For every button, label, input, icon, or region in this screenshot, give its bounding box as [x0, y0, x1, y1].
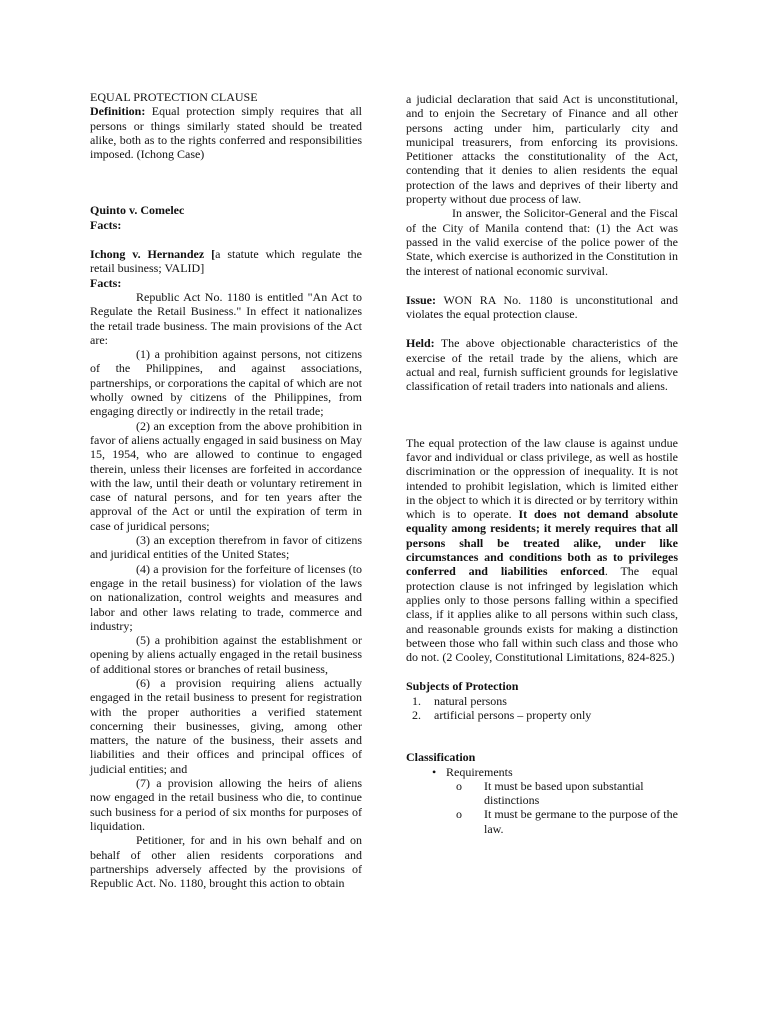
- petitioner-paragraph: Petitioner, for and in his own behalf and on behalf of other alien residents corporations and partnerships adversely affected by the provisions of Republic Act. No. 1180, brought this action to obtain: [90, 833, 362, 891]
- equal-protection-emphasis: It does not demand absolute equality among residents; it merely requires that all persons shall be treated alike, under like circumstances and conditions both as to privileges conferred and liabilities enforced: [406, 507, 678, 579]
- requirements-item: • Requirements: [446, 765, 678, 779]
- list-item: 2. artificial persons – property only: [424, 708, 678, 722]
- issue-label: Issue:: [406, 292, 437, 307]
- list-item: o It must be based upon substantial distinctions: [456, 778, 644, 808]
- subjects-heading: Subjects of Protection: [406, 679, 519, 694]
- subjects-list: [406, 694, 678, 723]
- list-item: o It must be germane to the purpose of the law.: [456, 807, 678, 836]
- facts-label-ichong: Facts:: [90, 275, 122, 290]
- circle-bullet-icon: o: [456, 807, 462, 822]
- provision-6: (6) a provision requiring aliens actually engaged in the retail business to present for registration with the proper authorities a verified statement concerning their businesses, giving, among other matters, the nature of the business, their assets and liabilities and their offices and principal offices of judicial entities; and: [90, 675, 362, 776]
- provision-5: (5) a prohibition against the establishment or opening by aliens actually engaged in the retail business of additional stores or branches of retail business,: [90, 633, 362, 676]
- left-column: [90, 90, 362, 890]
- held-label: Held:: [406, 336, 435, 351]
- provision-3: (3) an exception therefrom in favor of citizens and juridical entities of the United States;: [90, 533, 362, 562]
- circle-bullet-icon: o: [456, 778, 462, 793]
- section-heading: EQUAL PROTECTION CLAUSE: [90, 90, 258, 104]
- issue-paragraph: [406, 293, 678, 322]
- equal-protection-paragraph: The equal protection of the law clause is against undue favor and individual or class privilege, as well as hostile discrimination or the oppression of inequality. It is not intended to prohibit legislation, which is limited either in the object to which it is directed or by territory within which is to operate. It does not demand absolute equality among residents; it merely requires that all persons shall be treated alike, under like circumstances and conditions both as to privileges conferred and liabilities enforced. The equal protection clause is not infringed by legislation which applies only to those persons falling within a specified class, if it applies alike to all persons within such class, and reasonable grounds exists for making a distinction between those who fall within such class and those who do not. (2 Cooley, Constitutional Limitations, 824-825.): [406, 435, 678, 665]
- held-paragraph: [406, 336, 678, 393]
- facts-continuation: a judicial declaration that said Act is unconstitutional, and to enjoin the Secretary of Finance and all other persons acting under him, particularly city and municipal treasurers, from enforcing its provisions. Petitioner attacks the constitutionality of the Act, contending that it denies to alien residents the equal protection of the laws and deprives of their liberty and property without due process of law.: [406, 92, 678, 207]
- issue-text: WON RA No. 1180 is unconstitutional and violates the equal protection clause.: [406, 292, 678, 322]
- definition-text: Equal protection simply requires that all persons or things similarly stated should be treated alike, both as to the rights conferred and responsibilities imposed. (Ichong Case): [90, 104, 362, 162]
- classification-heading: Classification: [406, 750, 476, 765]
- requirements-list: [406, 779, 678, 836]
- list-item: 1. natural persons: [424, 694, 678, 708]
- provision-2: (2) an exception from the above prohibition in favor of aliens actually engaged in said business on May 15, 1954, who are allowed to continue to engaged therein, unless their licenses are forfeited in accordance with the law, until their death or voluntary retirement in case of natural persons, and for ten years after the approval of the Act or until the expiration of term in case of juridical persons;: [90, 418, 362, 533]
- answer-paragraph: In answer, the Solicitor-General and the Fiscal of the City of Manila contend that: (1) the Act was passed in the valid exercise of the police power of the State, which exercise is authorized in the Constitution in the interest of national economic survival.: [406, 206, 678, 278]
- provision-7: (7) a provision allowing the heirs of aliens now engaged in the retail business who die, to continue such business for a period of six months for purposes of liquidation.: [90, 776, 362, 833]
- provision-4: (4) a provision for the forfeiture of licenses (to engage in the retail business) for violation of the laws on nationalization, control weights and measures and labor and other laws relating to trade, commerce and industry;: [90, 561, 362, 633]
- provision-1: (1) a prohibition against persons, not citizens of the Philippines, and against associations, partnerships, or corporations the capital of which are not wholly owned by citizens of the Philippines, from engaging directly or indirectly in the retail trade;: [90, 347, 362, 419]
- case-title-ichong-bold: Ichong v. Hernandez [: [90, 247, 216, 262]
- right-column: [406, 92, 678, 836]
- facts-label-quinto: Facts:: [90, 217, 122, 232]
- case-title-ichong: [90, 247, 362, 276]
- facts-paragraph-intro: Republic Act No. 1180 is entitled "An Act to Regulate the Retail Business." In effect it nationalizes the retail trade business. The main provisions of the Act are:: [90, 289, 362, 347]
- definition-paragraph: [90, 104, 362, 161]
- case-title-quinto: Quinto v. Comelec: [90, 203, 185, 218]
- case-subtitle-ichong: a statute which regulate the retail business; VALID]: [90, 247, 363, 276]
- definition-label: Definition:: [90, 104, 146, 119]
- classification-list: [406, 765, 678, 779]
- held-text: The above objectionable characteristics of the exercise of the retail trade by the aliens, which are actual and real, furnish sufficient grounds for legislative classification of retail traders into nationals and aliens.: [406, 336, 678, 394]
